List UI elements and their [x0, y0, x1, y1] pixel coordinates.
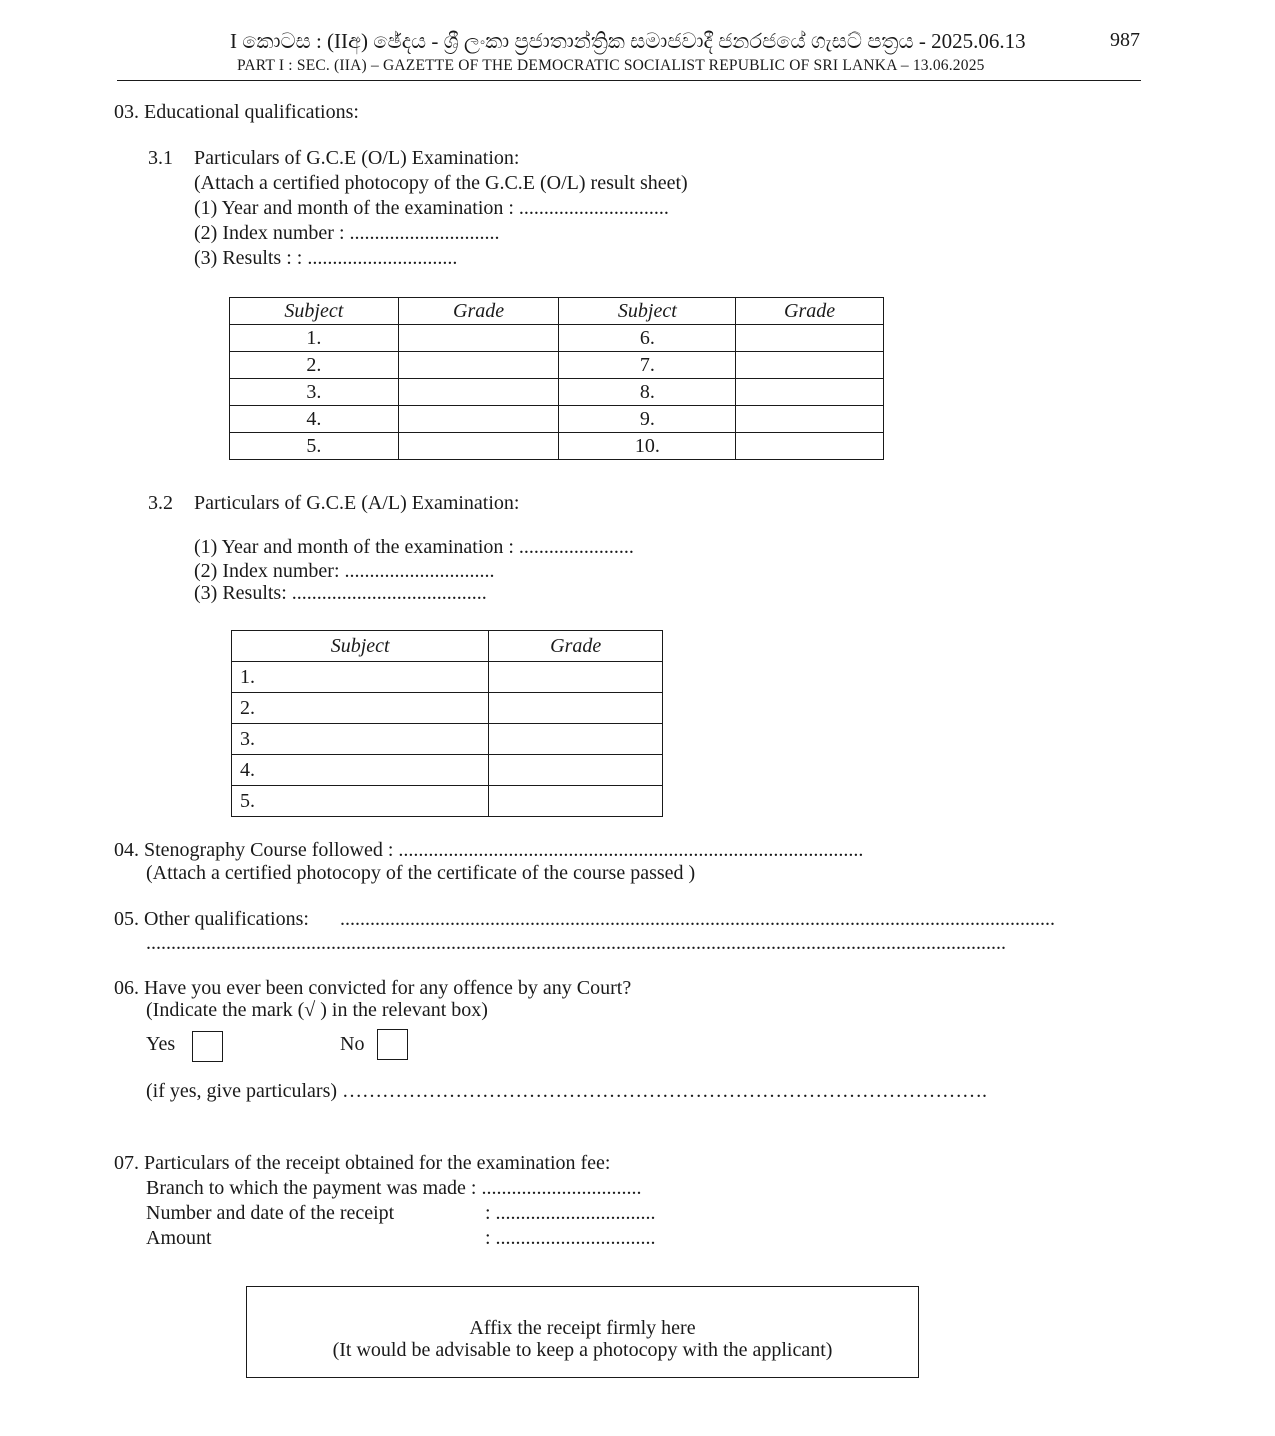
gazette-title-english: PART I : SEC. (IIA) – GAZETTE OF THE DEMOCRATIC SOCIALIST REPUBLIC OF SRI LANKA – 13.06.2025 [237, 57, 985, 74]
table-row [232, 724, 663, 755]
ol-subject-number: 5. [230, 433, 399, 460]
al-grade-cell [489, 755, 663, 786]
al-subject-number: 1. [232, 662, 489, 693]
ol-subject-number: 3. [230, 379, 399, 406]
table-row [230, 433, 884, 460]
section-3-2-title: Particulars of G.C.E (A/L) Examination: [194, 492, 520, 514]
ol-subject-header: Subject [230, 298, 399, 325]
ol-grade-cell [736, 325, 884, 352]
ol-subject-number: 8. [559, 379, 736, 406]
receipt-number-value: : ................................ [485, 1202, 656, 1224]
al-grade-cell [489, 724, 663, 755]
al-grade-cell [489, 693, 663, 724]
section-3-1-title: Particulars of G.C.E (O/L) Examination: [194, 147, 520, 169]
ol-exam-year-field: (1) Year and month of the examination : .............................. [194, 197, 669, 219]
al-grade-header: Grade [489, 631, 663, 662]
al-subject-number: 5. [232, 786, 489, 817]
gazette-title-sinhala: I කොටස : (IIඅ) ඡේදය - ශ්‍රී ලංකා ප්‍රජාතාන්ත්‍රික සමාජවාදී ජනරජයේ ගැසට් පත්‍රය - 2025.06.13 [230, 29, 1026, 53]
section-3-2-number: 3.2 [148, 492, 173, 514]
receipt-box-line1: Affix the receipt firmly here [469, 1317, 696, 1339]
ol-subject-header: Subject [559, 298, 736, 325]
al-results-field: (3) Results: ....................................... [194, 582, 487, 604]
al-grade-cell [489, 662, 663, 693]
ol-grade-cell [736, 379, 884, 406]
table-row [230, 379, 884, 406]
table-row [230, 352, 884, 379]
table-row [230, 406, 884, 433]
table-row [232, 662, 663, 693]
table-row [230, 325, 884, 352]
al-subject-header: Subject [232, 631, 489, 662]
ol-results-table [229, 297, 884, 460]
other-qualifications-dots-line2: ............................................................................................................................................................................ [146, 932, 1006, 954]
ol-grade-cell [736, 433, 884, 460]
yes-checkbox[interactable] [192, 1031, 223, 1062]
ol-index-number-field: (2) Index number : .............................. [194, 222, 500, 244]
section-3-1-number: 3.1 [148, 147, 173, 169]
ol-subject-number: 1. [230, 325, 399, 352]
al-exam-year-field: (1) Year and month of the examination : ....................... [194, 536, 634, 558]
conviction-question: 06. Have you ever been convicted for any offence by any Court? [114, 977, 632, 999]
table-row [232, 786, 663, 817]
receipt-particulars-heading: 07. Particulars of the receipt obtained for the examination fee: [114, 1152, 611, 1174]
ol-grade-header: Grade [398, 298, 559, 325]
amount-value: : ................................ [485, 1227, 656, 1249]
table-row [232, 755, 663, 786]
receipt-box-line2: (It would be advisable to keep a photocopy with the applicant) [332, 1339, 833, 1361]
page-number: 987 [1110, 29, 1140, 51]
ol-subject-number: 2. [230, 352, 399, 379]
ol-subject-number: 6. [559, 325, 736, 352]
al-grade-cell [489, 786, 663, 817]
al-index-number-field: (2) Index number: .............................. [194, 560, 495, 582]
ol-grade-header: Grade [736, 298, 884, 325]
ol-grade-cell [398, 325, 559, 352]
table-header-row [230, 298, 884, 325]
ol-grade-cell [736, 352, 884, 379]
ol-grade-cell [398, 379, 559, 406]
section-3-1-note: (Attach a certified photocopy of the G.C.E (O/L) result sheet) [194, 172, 688, 194]
al-subject-number: 2. [232, 693, 489, 724]
ol-grade-cell [398, 406, 559, 433]
conviction-instruction: (Indicate the mark (√ ) in the relevant box) [146, 999, 488, 1021]
no-checkbox[interactable] [377, 1029, 408, 1060]
ol-grade-cell [736, 406, 884, 433]
al-subject-number: 4. [232, 755, 489, 786]
al-subject-number: 3. [232, 724, 489, 755]
table-header-row [232, 631, 663, 662]
table-row [232, 693, 663, 724]
ol-results-field: (3) Results : : .............................. [194, 247, 458, 269]
ol-grade-cell [398, 433, 559, 460]
conviction-particulars-field: (if yes, give particulars) ……………………………………………………………………………………. [146, 1080, 988, 1102]
ol-subject-number: 4. [230, 406, 399, 433]
receipt-affix-box [246, 1286, 919, 1378]
al-results-table [231, 630, 663, 817]
no-label: No [340, 1033, 365, 1055]
amount-label: Amount [146, 1227, 212, 1249]
ol-subject-number: 9. [559, 406, 736, 433]
ol-subject-number: 7. [559, 352, 736, 379]
ol-subject-number: 10. [559, 433, 736, 460]
other-qualifications-label: 05. Other qualifications: [114, 908, 309, 930]
section-03-heading: 03. Educational qualifications: [114, 101, 359, 123]
receipt-number-label: Number and date of the receipt [146, 1202, 395, 1224]
payment-branch-field: Branch to which the payment was made : ................................ [146, 1177, 642, 1199]
stenography-course-field: 04. Stenography Course followed : ............................................................................................. [114, 839, 864, 861]
ol-grade-cell [398, 352, 559, 379]
other-qualifications-dots-line1: ............................................................................................................................................... [340, 908, 1055, 930]
stenography-note: (Attach a certified photocopy of the certificate of the course passed ) [146, 862, 696, 884]
header-divider [117, 80, 1141, 81]
yes-label: Yes [146, 1033, 176, 1055]
